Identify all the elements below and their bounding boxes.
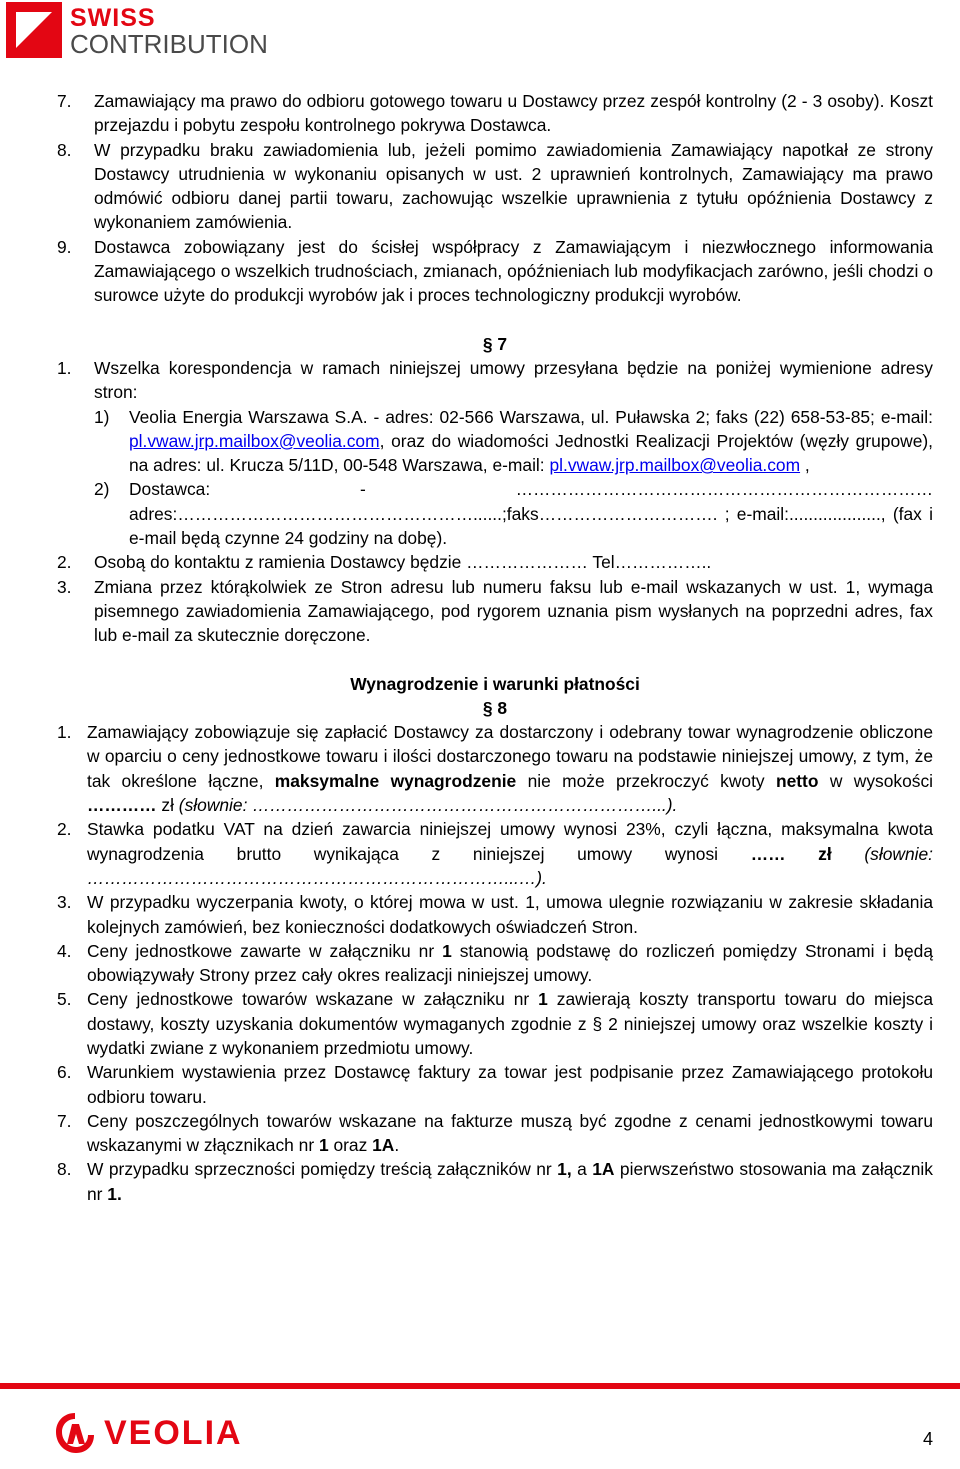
document-body (57, 89, 933, 1206)
list-item: 3. W przypadku wyczerpania kwoty, o której mowa w ust. 1, umowa ulegnie rozwiązaniu w zakresie składania kolejnych zamówień, bez konieczności dodatkowych oświadczeń Stron. (57, 892, 933, 937)
list-item: 8. W przypadku sprzeczności pomiędzy treścią załączników nr 1, a 1A pierwszeństwo stosowania ma załącznik nr 1. (57, 1159, 933, 1204)
address-item-supplier: 2) Dostawca: - ……………………………………………………………… adres:……………………………………………......;faks…………………………. ; e-mail:..................., (fax i e-mail będą czynne 24 godziny na dobę). (94, 479, 933, 549)
section-8-heading: § 8 (482, 697, 508, 718)
swiss-flag-icon (6, 2, 62, 58)
address-item-veolia: 1) Veolia Energia Warszawa S.A. - adres: 02-566 Warszawa, ul. Puławska 2; faks (22) 658-53-85; e-mail: pl.vwaw.jrp.mailbox@veolia.com, oraz do wiadomości Jednostki Realizacji Projektów (węzły grupowe), na adres: ul. Krucza 5/11D, 00-548 Warszawa, e-mail: pl.vwaw.jrp.mailbox@veolia.com , (94, 406, 933, 476)
list-item: 7. Ceny poszczególnych towarów wskazane na fakturze muszą być zgodne z cenami jednostkowymi towaru wskazanymi w złącznikach nr 1 oraz 1A. (57, 1110, 933, 1156)
logo-swiss-text: SWISS (70, 4, 156, 32)
address-list (94, 405, 933, 551)
list-item: 5. Ceny jednostkowe towarów wskazane w załączniku nr 1 zawierają koszty transportu towaru do miejsca dostawy, koszty uzyskania dokumentów wymaganych zgodnie z § 2 niniejszej umowy oraz wszelkie koszty i wydatki zwiane z wykonaniem przedmiotu umowy. (57, 989, 933, 1058)
list-item: 2. Osobą do kontaktu z ramienia Dostawcy będzie ………………… Tel…………….. (57, 552, 712, 573)
logo-contribution-text: CONTRIBUTION (70, 29, 268, 59)
section-7-list (57, 356, 933, 648)
section-8-list (57, 720, 933, 1206)
list-item: 1. Wszelka korespondencja w ramach niniejszej umowy przesyłana będzie na poniżej wymienione adresy stron: 1) Veolia Energia Warszawa S.A. - adres: 02-566 Warszawa, ul. Puławska 2; faks (22) 658-53-85; e-mail: pl.vwaw.jrp.mailbox@veolia.com, oraz do wiadomości Jednostki Realizacji Projektów (węzły grupowe), na adres: ul. Krucza 5/11D, 00-548 Warszawa, e-mail: pl.vwaw.jrp.mailbox@veolia.com , 2) Dostawca: - ……………………………………………………………… adres:……………………………………………......;faks…………………………. ; e-mail:..................., (fax i e-mail będą czynne 24 godziny na dobę). (57, 356, 933, 550)
list-item: 4. Ceny jednostkowe zawarte w załączniku nr 1 stanowią podstawę do rozliczeń pomiędzy Stronami i będą obowiązywały Strony przez cały okres realizacji niniejszej umowy. (57, 940, 933, 986)
footer-divider (0, 1383, 960, 1389)
section-6-list (57, 89, 933, 308)
veolia-logo (52, 1410, 243, 1456)
section-8-title: Wynagrodzenie i warunki płatności (350, 673, 640, 694)
list-item: 1. Zamawiający zobowiązuje się zapłacić Dostawcy za dostarczony i odebrany towar wynagrodzenie obliczone w oparciu o ceny jednostkowe towaru i ilości dostarczonego towaru na podstawie niniejszej umowy, z tym, że tak określone łączne, maksymalne wynagrodzenie nie może przekroczyć kwoty netto w wysokości ………… zł (słownie: ……………………………………………………………...). (57, 722, 934, 816)
list-item: 9. Dostawca zobowiązany jest do ścisłej współpracy z Zamawiającym i niezwłocznego informowania Zamawiającego o wszelkich trudnościach, zmianach, opóźnieniach lub modyfikacjach zarówno, jeśli chodzi o surowce użyte do produkcji wyrobów jak i proces technologiczny produkcji wyrobów. (57, 236, 933, 306)
list-item: 7. Zamawiający ma prawo do odbioru gotowego towaru u Dostawcy przez zespół kontrolny (2 - 3 osoby). Koszt przejazdu i pobytu zespołu kontrolnego pokrywa Dostawca. (57, 91, 933, 136)
page-number: 4 (922, 1429, 933, 1449)
email-link-2[interactable]: pl.vwaw.jrp.mailbox@veolia.com (549, 455, 801, 476)
list-item: 2. Stawka podatku VAT na dzień zawarcia niniejszej umowy wynosi 23%, czyli łączna, maksymalna kwota wynagrodzenia brutto wynikająca z niniejszej umowy wynosi …… zł (słownie: ………………………………………………………………...…). (57, 819, 933, 888)
veolia-emblem-icon (52, 1410, 98, 1456)
list-item: 3. Zmiana przez którąkolwiek ze Stron adresu lub numeru faksu lub e-mail wskazanych w ust. 1, wymaga pisemnego zawiadomienia Zamawiającego, pod rygorem uznania pism wysłanych na poprzedni adres, fax lub e-mail za skutecznie doręczone. (57, 576, 933, 646)
section-7-heading: § 7 (482, 333, 508, 354)
veolia-wordmark: VEOLIA (104, 1413, 243, 1452)
swiss-contribution-logo (6, 2, 268, 58)
list-item: 8. W przypadku braku zawiadomienia lub, jeżeli pomimo zawiadomienia Zamawiający napotkał ze strony Dostawcy utrudnienia w wykonaniu opisanych w ust. 2 uprawnień kontrolnych, Zamawiający ma prawo odmówić odbioru danej partii towaru, zachowując wszelkie uprawnienia z tytułu opóźnienia Dostawcy z wykonaniem zamówienia. (57, 139, 933, 233)
list-item: 6. Warunkiem wystawienia przez Dostawcę faktury za towar jest podpisanie przez Zamawiającego protokołu odbioru towaru. (57, 1062, 933, 1107)
email-link-1[interactable]: pl.vwaw.jrp.mailbox@veolia.com (129, 430, 380, 451)
